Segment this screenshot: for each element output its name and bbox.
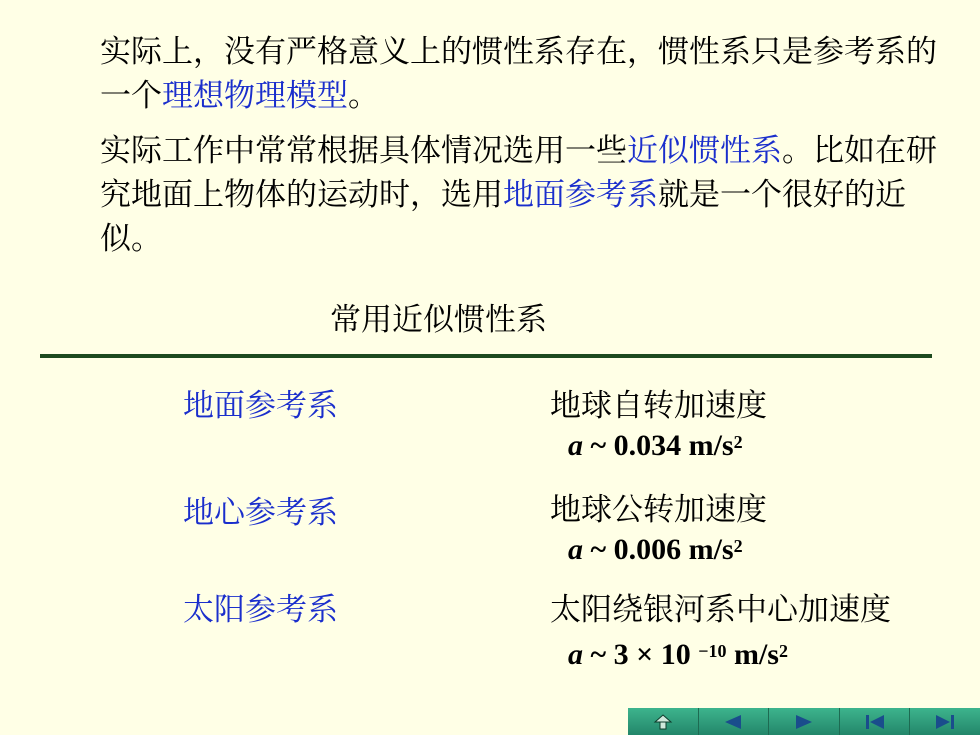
value-unit: m/s — [688, 533, 734, 566]
frame-value-ground — [568, 426, 743, 466]
unit-exponent: 2 — [778, 641, 788, 661]
paragraph-text: 。比如在研究地面上物体的运动时，选用 — [100, 133, 937, 213]
value-unit: m/s — [733, 638, 779, 671]
frame-name-ground: 地面参考系 — [183, 388, 338, 424]
frame-name-solar: 太阳参考系 — [183, 592, 338, 628]
highlight-ideal-model: 理想物理模型 — [162, 78, 348, 114]
symbol-a: a — [568, 638, 583, 671]
paragraph-text: 就是一个很好的近似。 — [100, 177, 906, 257]
value-exponent: −10 — [698, 641, 727, 661]
nav-first-button[interactable] — [840, 708, 911, 735]
frame-desc-ground: 地球自转加速度 — [550, 388, 767, 424]
divider-rule — [40, 354, 932, 358]
approx-sign: ~ — [590, 638, 607, 671]
section-title: 常用近似惯性系 — [330, 302, 547, 338]
nav-next-button[interactable] — [769, 708, 840, 735]
frame-name-geocentric: 地心参考系 — [183, 495, 338, 531]
highlight-approx-inertial: 近似惯性系 — [627, 133, 782, 169]
unit-exponent: 2 — [733, 536, 743, 556]
value-number: 0.034 — [613, 429, 682, 462]
next-icon — [792, 713, 816, 731]
value-unit: m/s — [688, 429, 734, 462]
approx-sign: ~ — [590, 533, 607, 566]
nav-previous-button[interactable] — [699, 708, 770, 735]
frame-desc-solar: 太阳绕银河系中心加速度 — [550, 592, 891, 628]
symbol-a: a — [568, 429, 583, 462]
paragraph-text: 实际上，没有严格意义上的惯性系存在，惯性系只是参考系的一个 — [100, 34, 937, 114]
value-number: 3 × 10 — [613, 638, 691, 671]
paragraph-text: 。 — [348, 78, 379, 114]
last-icon — [932, 713, 958, 731]
paragraph-ideal-model — [100, 30, 940, 118]
nav-home-button[interactable] — [628, 708, 699, 735]
value-number: 0.006 — [613, 533, 682, 566]
frame-value-geocentric — [568, 530, 743, 570]
slide-nav-bar — [628, 708, 980, 735]
paragraph-text: 实际工作中常常根据具体情况选用一些 — [100, 133, 627, 169]
frame-desc-geocentric: 地球公转加速度 — [550, 492, 767, 528]
paragraph-approx-frames — [100, 129, 940, 261]
approx-sign: ~ — [590, 429, 607, 462]
highlight-ground-frame: 地面参考系 — [503, 177, 658, 213]
nav-last-button[interactable] — [910, 708, 980, 735]
home-icon — [652, 713, 674, 731]
previous-icon — [721, 713, 745, 731]
symbol-a: a — [568, 533, 583, 566]
frame-value-solar — [568, 635, 788, 675]
unit-exponent: 2 — [733, 432, 743, 452]
first-icon — [862, 713, 888, 731]
